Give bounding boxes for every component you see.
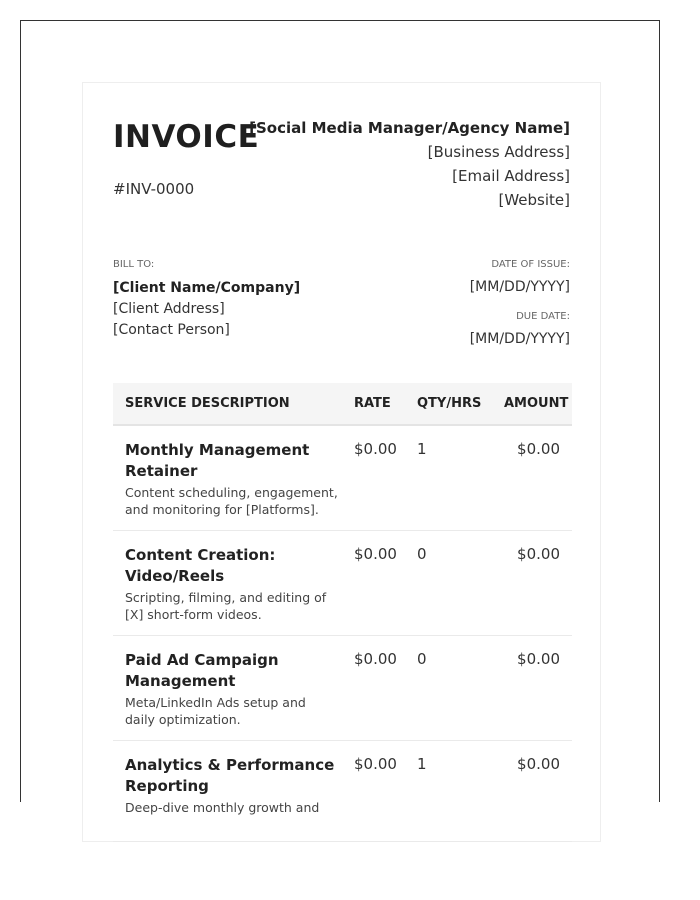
table-row	[113, 741, 572, 842]
bill-to-block	[113, 259, 300, 341]
service-description: Scripting, filming, and editing of [X] short-form videos.	[125, 590, 327, 622]
services-table	[113, 383, 572, 842]
sender-address: [Business Address]	[427, 143, 570, 161]
header-service-description: SERVICE DESCRIPTION	[113, 383, 350, 425]
invoice-number: #INV-0000	[113, 180, 195, 198]
service-description: Meta/LinkedIn Ads setup and daily optimization.	[125, 695, 306, 727]
amount-cell: $0.00	[492, 741, 572, 842]
header-amount: AMOUNT	[492, 383, 572, 425]
service-cell	[113, 636, 350, 741]
service-description: Content scheduling, engagement, and monitoring for [Platforms].	[125, 485, 338, 517]
rate-cell: $0.00	[350, 531, 413, 636]
qty-cell: 1	[413, 425, 492, 531]
service-name: Monthly Management Retainer	[125, 441, 310, 480]
qty-cell: 0	[413, 531, 492, 636]
service-name: Paid Ad Campaign Management	[125, 651, 279, 690]
table-row	[113, 425, 572, 531]
sender-name: [Social Media Manager/Agency Name]	[249, 119, 570, 137]
rate-cell: $0.00	[350, 741, 413, 842]
service-cell	[113, 741, 350, 842]
service-cell	[113, 531, 350, 636]
document-viewport[interactable]	[20, 20, 660, 815]
table-row	[113, 636, 572, 741]
amount-cell: $0.00	[492, 425, 572, 531]
invoice-title: INVOICE	[113, 119, 260, 155]
rate-cell: $0.00	[350, 636, 413, 741]
table-row	[113, 531, 572, 636]
client-name: [Client Name/Company]	[113, 280, 301, 296]
dates-block	[470, 259, 570, 349]
service-cell	[113, 425, 350, 531]
table-header-row	[113, 383, 572, 425]
service-name: Analytics & Performance Reporting	[125, 756, 335, 795]
rate-cell: $0.00	[350, 425, 413, 531]
sender-email: [Email Address]	[452, 167, 570, 185]
amount-cell: $0.00	[492, 531, 572, 636]
header-qty: QTY/HRS	[413, 383, 492, 425]
qty-cell: 1	[413, 741, 492, 842]
issue-date-label: DATE OF ISSUE:	[491, 259, 570, 270]
issue-date-value: [MM/DD/YYYY]	[469, 279, 570, 295]
service-name: Content Creation: Video/Reels	[125, 546, 276, 585]
header-rate: RATE	[350, 383, 413, 425]
due-date-label: DUE DATE:	[516, 311, 570, 322]
qty-cell: 0	[413, 636, 492, 741]
amount-cell: $0.00	[492, 636, 572, 741]
service-description: Deep-dive monthly growth and	[125, 800, 320, 815]
sender-website: [Website]	[498, 191, 570, 209]
bill-to-label: BILL TO:	[113, 259, 155, 270]
contact-person: [Contact Person]	[113, 322, 230, 338]
due-date-value: [MM/DD/YYYY]	[469, 331, 570, 347]
sender-block	[249, 116, 570, 212]
invoice-page	[82, 82, 601, 842]
client-address: [Client Address]	[113, 301, 225, 317]
